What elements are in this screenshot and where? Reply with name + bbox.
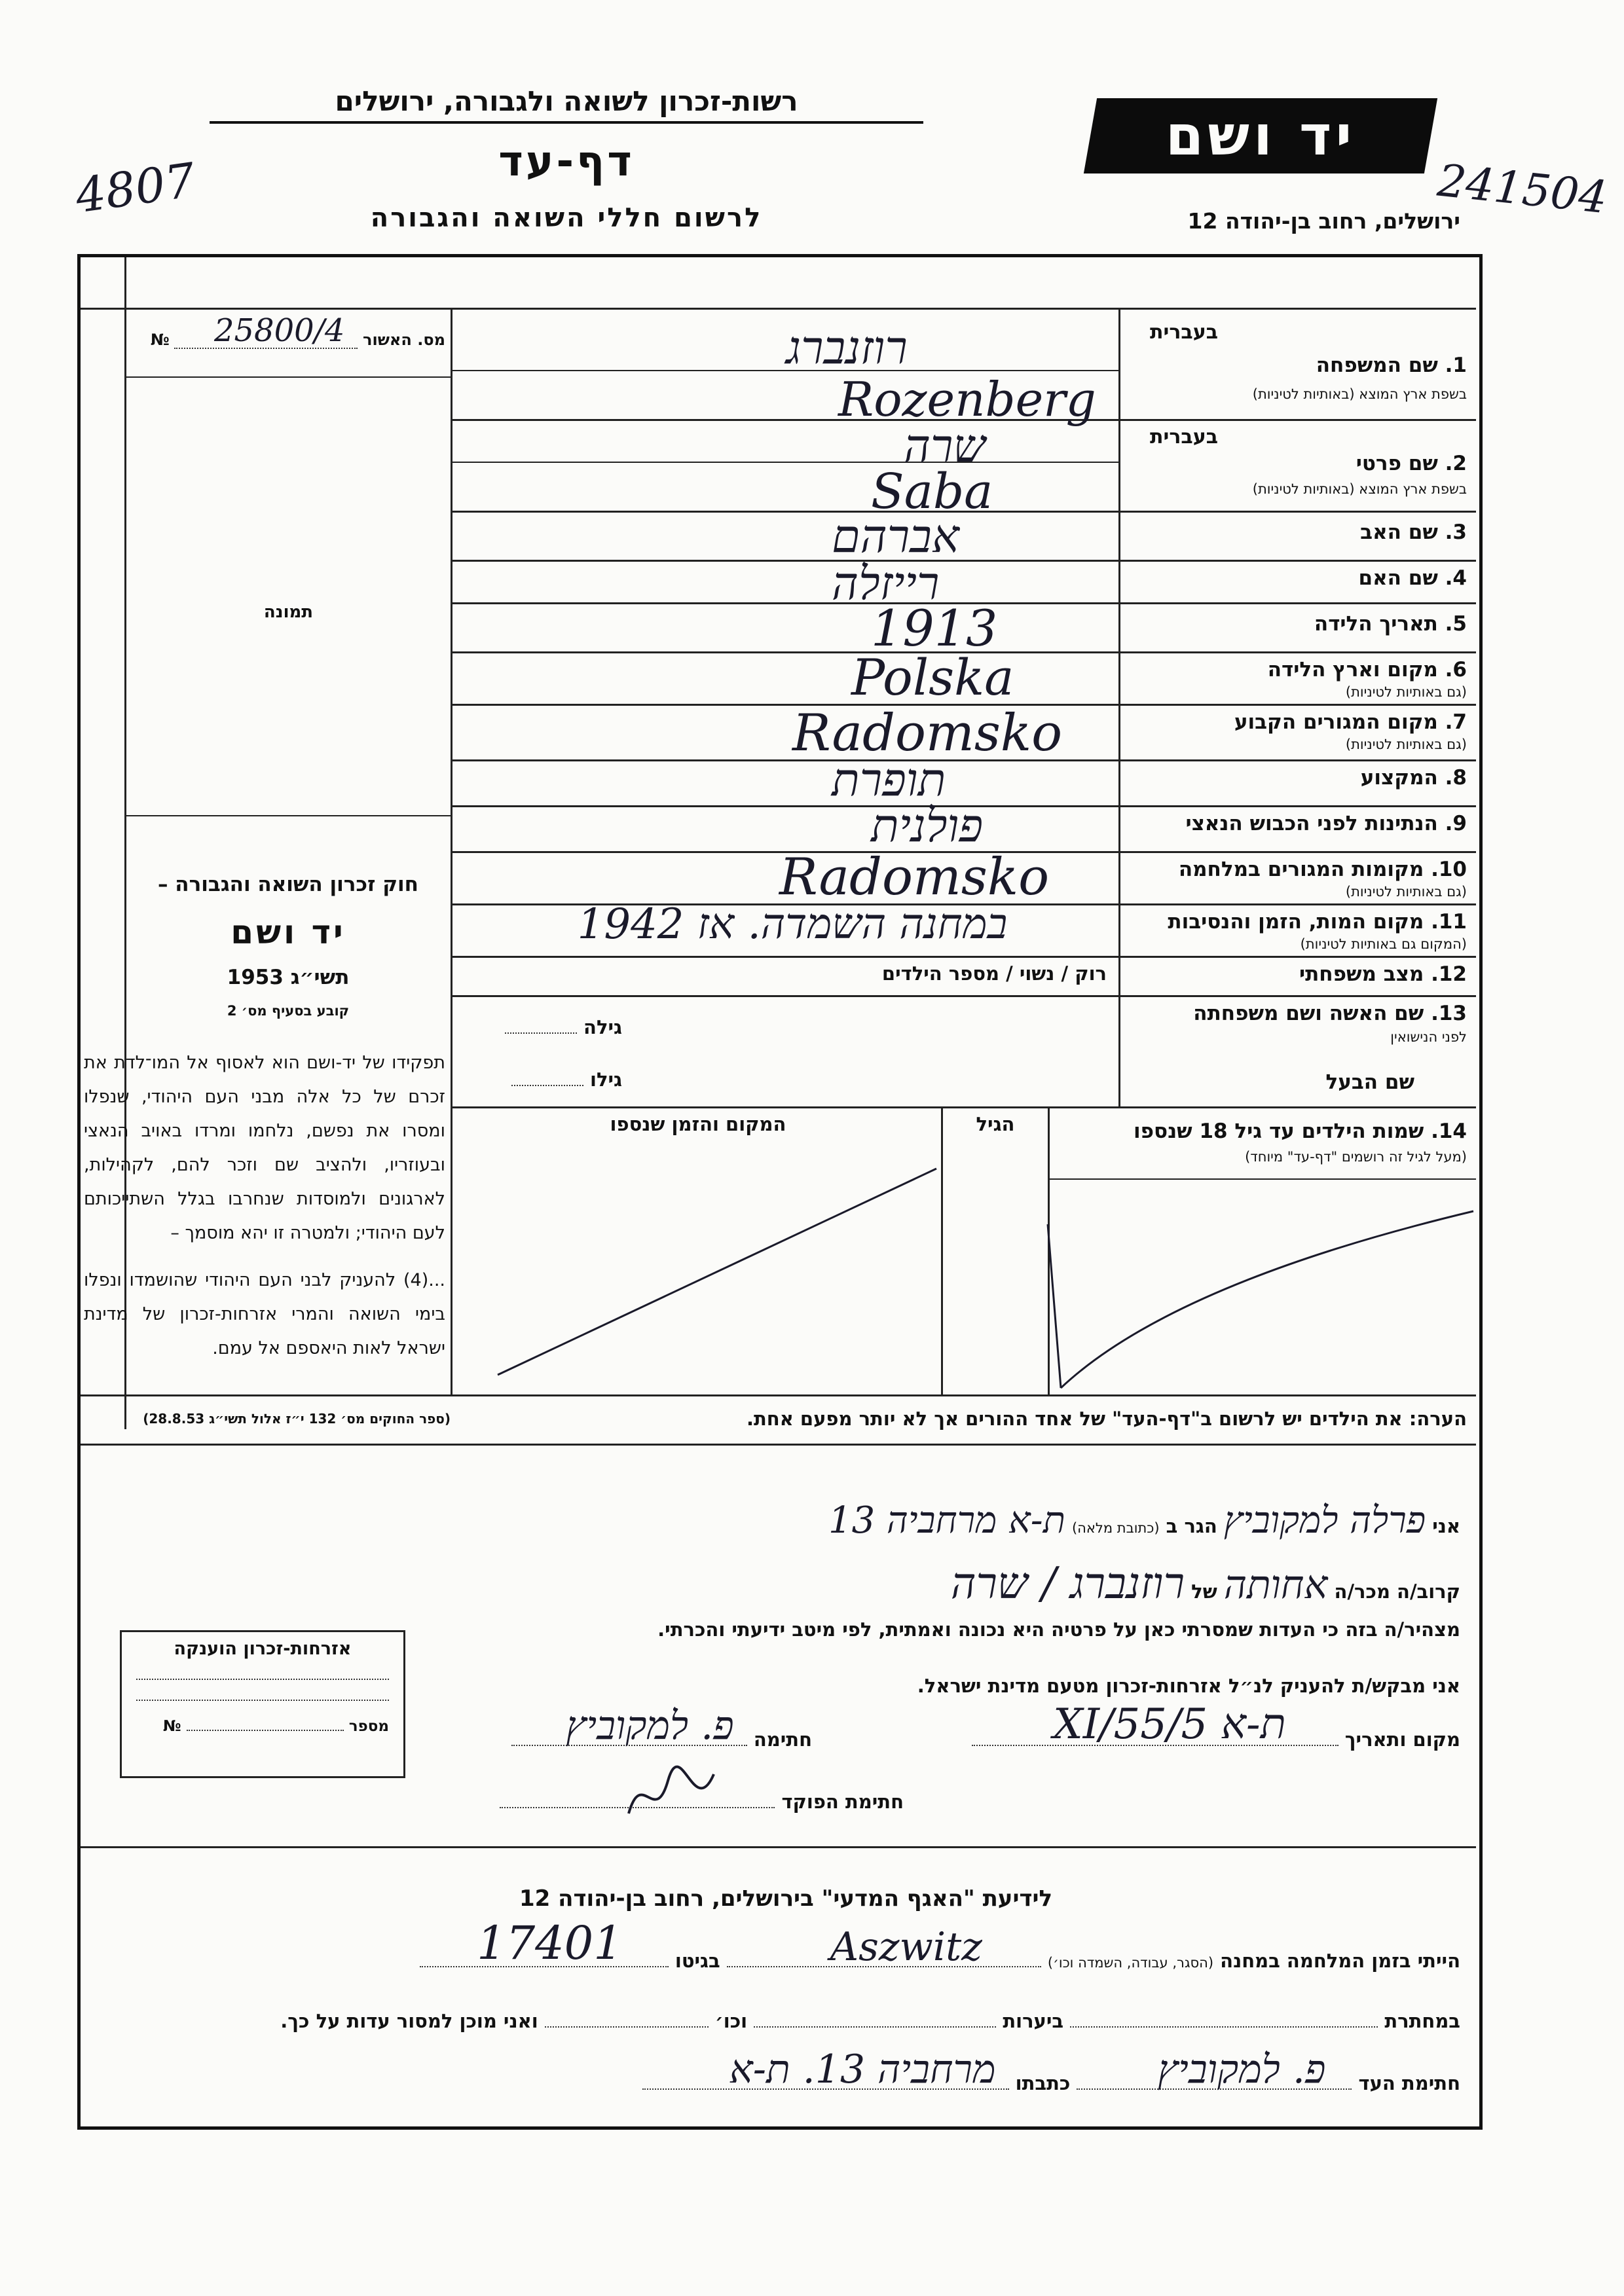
photo-box-top [126, 376, 451, 378]
info-heading: לידיעת "האגף המדעי" בירושלים, רחוב בן-יהודה 12 [519, 1886, 1053, 1912]
value-mother-name: רייזלה [832, 556, 940, 610]
value-father-name: אברהם [832, 509, 959, 563]
value-profession: תופרת [832, 753, 946, 807]
row-number: 12. [1431, 962, 1467, 986]
approval-value: 25800/4 [213, 312, 345, 349]
row-label-death [1126, 910, 1467, 934]
row-rule [452, 956, 1476, 958]
place-date-line [851, 1700, 1460, 1751]
label-divider [1118, 308, 1120, 1106]
form-subtitle: לרשום חללי השואה והגבורה [370, 203, 763, 233]
label-text: מקומות המגורים במלחמה [1178, 858, 1424, 881]
row-tag-hebrew: בעברית [1150, 321, 1218, 344]
value-family-name-latin: Rozenberg [838, 372, 1096, 427]
stamp-number-right: 241504 [1435, 155, 1610, 225]
children-strike-marks [452, 1106, 1476, 1394]
relation-line [249, 1558, 1460, 1609]
wife-age-field [458, 1016, 622, 1038]
law-text: תפקידו של יד-ושם הוא לאסוף אל המו־לדת את זכרם של כל אלה מבני העם היהודי, שנפלו ומסרו את נפשם, נלחמו ומרדו באויב הנאצי ובעוזריו, ולהציב שם וזכר להם, לקהילות, לארגונים ולמוסדות שנחרבו בגלל השתייכותם לעם היהודי; ולמטרה זו יהא מוסמך – [84, 1053, 445, 1243]
row-sub-latin: (גם באותיות לטיניות) [1345, 737, 1467, 752]
row-sub-latin: (המקום גם באותיות לטיניות) [1300, 936, 1467, 952]
label-text: שם האב [1360, 520, 1438, 544]
partisans-line [92, 2010, 1460, 2032]
children-col-age: הגיל [976, 1113, 1015, 1135]
declarant-i-label: אני [1432, 1515, 1460, 1537]
row-number: 1. [1445, 354, 1467, 377]
label-text: שם האשה ושם משפחתה [1193, 1002, 1424, 1025]
children-note: הערה: את הילדים יש לרשום ב"דף-העד" של אחד ההורים אך לא יותר מפעם אחת. [746, 1408, 1467, 1430]
strike-line-left [498, 1169, 936, 1375]
camp-sub: (הסגר, עבודה, השמדה וכו׳) [1047, 1955, 1214, 1971]
row-label-wartime-residence [1126, 858, 1467, 881]
row-number: 14. [1431, 1120, 1467, 1143]
declarant-line [498, 1499, 1460, 1542]
row-label-family-name [1126, 354, 1467, 377]
value-family-name-he: רוזנברג [786, 321, 908, 374]
declarant-addr-hint: (כתובת מלאה) [1071, 1520, 1160, 1536]
etc-label: וכו׳ [714, 2010, 748, 2032]
citizenship-box [120, 1630, 405, 1778]
row-sub-latin: (גם באותיות לטיניות) [1345, 684, 1467, 700]
row-number: 6. [1445, 658, 1467, 682]
officer-sign-label: חתימת הפוקד [781, 1791, 904, 1813]
citizenship-request: אני מבקש/ת להעניק לנ״ל אזרחות-זכרון מטעם מדינת ישראל. [917, 1675, 1460, 1697]
marital-options: רוק / נשוי / מספר הילדים [881, 962, 1107, 985]
label-text: שם האם [1358, 566, 1438, 590]
row-label-birthplace [1126, 658, 1467, 682]
partisans-label: במחתרת [1384, 2010, 1460, 2032]
value-first-name-latin: Saba [871, 464, 993, 520]
law-text-cont: ...(4) להעניק לבני העם היהודי שהושמדו ונפלו בימי השואה והמרי אזרחות-זכרון של מדינת ישראל לאות היאספם אל עמם. [84, 1270, 445, 1358]
approval-number [131, 312, 445, 349]
row-sub-latin: (גם באותיות לטיניות) [1345, 884, 1467, 900]
row-number: 13. [1431, 1002, 1467, 1025]
number-label: מספר [348, 1718, 389, 1735]
prisoner-number: 17401 [477, 1916, 623, 1970]
row-label-father [1126, 520, 1467, 544]
wife-age-label: גילה [583, 1016, 622, 1038]
value-residence: Radomsko [792, 704, 1063, 763]
label-text: המקצוע [1360, 766, 1438, 790]
law-reference: (ספר החוקים מס׳ 132 י״ז אלול תשי״ג 28.8.53) [143, 1411, 451, 1427]
frame-left-rule [124, 257, 126, 1429]
citizenship-box-line [136, 1679, 389, 1680]
number-sign: № [163, 1718, 181, 1735]
row-number: 4. [1445, 566, 1467, 590]
strike-line-right [1048, 1211, 1473, 1388]
logo-text: יד ושם [1165, 103, 1356, 168]
row-number: 11. [1431, 910, 1467, 934]
camp-line [131, 1916, 1460, 1972]
row-rule [452, 995, 1476, 997]
row-label-first-name [1126, 452, 1467, 475]
row-number: 8. [1445, 766, 1467, 790]
note-rule [81, 1444, 1476, 1446]
children-col-place: המקום והזמן שנספו [610, 1113, 786, 1135]
row-number: 5. [1445, 612, 1467, 636]
declarant-address: ת-א מרחביה 13 [828, 1499, 1065, 1542]
row-label-residence [1126, 710, 1467, 734]
witness-address-label: כתבתו [1015, 2072, 1071, 2094]
approval-no-sign: № [150, 331, 170, 349]
label-text: תאריך הלידה [1314, 612, 1438, 636]
row-sub-latin: בשפת ארץ המוצא (באותיות לטיניות) [1252, 481, 1467, 497]
yad-vashem-logo [1084, 98, 1437, 173]
husband-age-field [458, 1068, 622, 1091]
value-death-details: במחנה השמדה. אז 1942 [577, 900, 1008, 949]
witness-address: מרחביה 13. ת-א [729, 2047, 996, 2092]
place-date-value: ת-א 5/XI/55 [1053, 1700, 1286, 1749]
value-birthplace: Polska [851, 648, 1014, 706]
value-birth-date: 1913 [871, 599, 998, 657]
declarant-name: פרלה למקוביץ [1223, 1499, 1426, 1542]
sign-label: חתימה [753, 1728, 812, 1751]
witness-sign-label: חתימת העד [1358, 2072, 1460, 2094]
label-text: שמות הילדים עד גיל 18 שנספו [1134, 1120, 1424, 1143]
camp-label: הייתי בזמן המלחמה במחנה [1220, 1950, 1460, 1972]
citizenship-box-line [136, 1700, 389, 1701]
law-year: תשי״ג 1953 [227, 966, 350, 989]
relative-label: קרוב/ה מכר/ה [1334, 1580, 1460, 1603]
institution-name: רשות-זכרון לשואה ולגבורה, ירושלים [210, 85, 923, 124]
row-number: 10. [1431, 858, 1467, 881]
label-text: מקום המות, הזמן והנסיבות [1168, 910, 1424, 934]
photo-box-bottom [126, 815, 451, 816]
form-title: דף-עד [498, 137, 635, 186]
children-bottom-rule [81, 1394, 1476, 1396]
forests-label: ביערות [1003, 2010, 1064, 2032]
stamp-number-left: 4807 [72, 152, 199, 224]
row-number: 3. [1445, 520, 1467, 544]
row-tag-hebrew: בעברית [1150, 426, 1218, 448]
law-name: יד ושם [231, 913, 346, 951]
label-text: הנתינות לפני הכבוש הנאצי [1185, 812, 1438, 835]
label-text: מקום וארץ הלידה [1267, 658, 1438, 682]
info-section-rule [81, 1846, 1476, 1848]
children-sub: (מעל לגיל זה רושמים "דף-עד" מיוחד) [1245, 1149, 1467, 1165]
place-date-label: מקום ותאריך [1344, 1728, 1460, 1751]
camp-value: Aszwitz [830, 1924, 982, 1970]
photo-label: תמונה [263, 602, 314, 622]
signature-line [471, 1703, 812, 1751]
row-label-husband-name: שם הבעל [1325, 1070, 1414, 1094]
row-label-birth-date [1126, 612, 1467, 636]
of-label: של [1191, 1580, 1217, 1603]
value-wartime-residence: Radomsko [779, 848, 1050, 907]
law-clause: קובע בסעיף מס׳ 2 [227, 1003, 350, 1019]
relation-of-name: רוזנברג / שרה [950, 1558, 1185, 1609]
row-number: 9. [1445, 812, 1467, 835]
label-text: שם המשפחה [1316, 354, 1438, 377]
ghetto-label: בגיטו [674, 1950, 720, 1972]
row-sub-before-marriage: לפני הנישואין [1390, 1029, 1467, 1045]
label-text: מצב משפחתי [1299, 962, 1424, 986]
witness-line [511, 2047, 1460, 2094]
citizenship-box-title: אזרחות-זכרון הוענקה [174, 1639, 352, 1659]
row-label-wife-name [1126, 1002, 1467, 1025]
value-citizenship: פולנית [871, 799, 984, 852]
law-title: חוק זכרון השואה והגבורה – [158, 873, 418, 896]
row-sub-latin: בשפת ארץ המוצא (באותיות לטיניות) [1252, 386, 1467, 402]
row-label-profession [1126, 766, 1467, 790]
row-label-mother [1126, 566, 1467, 590]
witness-signature: פ. למקוביץ [1157, 2047, 1326, 2092]
frame-top-rule [81, 308, 1476, 310]
declaration-statement: מצהיר/ה בזה כי העדות שמסרתי כאן על פרטיה היא נכונה ואמתית, לפי מיטב ידיעתי והכרתי. [657, 1618, 1460, 1641]
row-label-marital-status [1126, 962, 1467, 986]
value-first-name-he: שרה [904, 419, 986, 473]
declarant-signature: פ. למקוביץ [566, 1703, 734, 1749]
row-rule [452, 462, 1118, 463]
label-text: שם פרטי [1356, 452, 1438, 475]
relation-value: אחותה [1223, 1562, 1328, 1608]
declarant-resides-label: הגר ב [1166, 1515, 1217, 1537]
row-number: 2. [1445, 452, 1467, 475]
citizenship-box-number [136, 1718, 389, 1735]
header-address: ירושלים, רחוב בן-יהודה 12 [1187, 208, 1460, 234]
husband-age-label: גילו [590, 1068, 622, 1091]
officer-scribble [616, 1755, 733, 1833]
label-text: מקום המגורים הקבוע [1234, 710, 1438, 734]
approval-label: מס. האשור [363, 331, 445, 349]
ready-text: ואני מוכן למסור עדות על כך. [280, 2010, 538, 2032]
row-rule [452, 560, 1476, 562]
row-label-citizenship [1126, 812, 1467, 835]
row-number: 7. [1445, 710, 1467, 734]
